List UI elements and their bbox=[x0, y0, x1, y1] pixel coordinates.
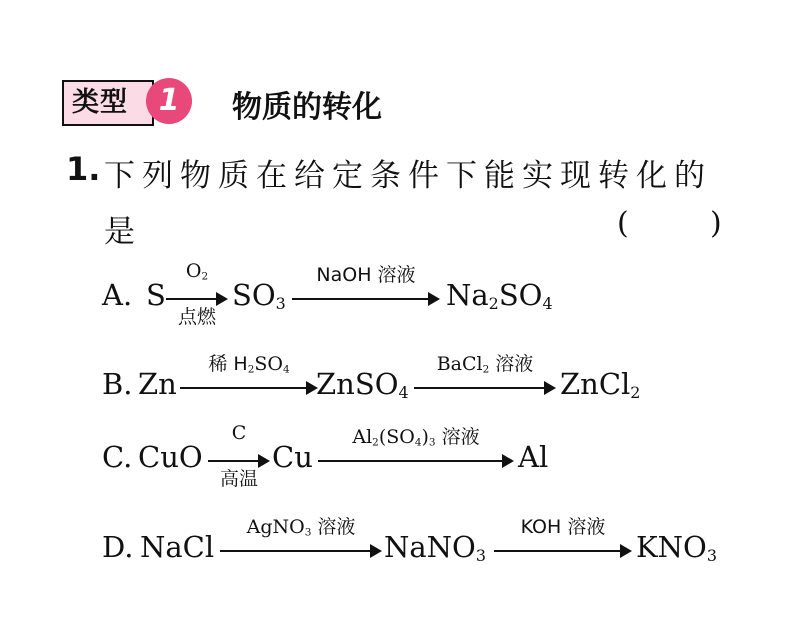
product: $KNO_3$ bbox=[636, 530, 717, 565]
answer-paren-right: ) bbox=[710, 206, 722, 241]
product: ZnCl$_2$ bbox=[560, 367, 641, 402]
arrow-condition-above: KOH 溶液 bbox=[520, 516, 606, 538]
section-title: 物质的转化 bbox=[232, 90, 382, 125]
option-letter: C. bbox=[102, 440, 133, 474]
reactant: Zn bbox=[138, 367, 177, 401]
answer-paren-left: ( bbox=[617, 206, 629, 241]
arrow-condition-above: C bbox=[231, 422, 247, 444]
intermediate: Cu bbox=[272, 440, 313, 474]
badge-number: 1 bbox=[146, 78, 192, 124]
question-text-line2: 是 bbox=[104, 214, 135, 250]
reactant: CuO bbox=[138, 440, 203, 474]
question-text-line1: 下列物质在给定条件下能实现转化的 bbox=[104, 158, 712, 194]
product: $Na_2SO_4$ bbox=[446, 278, 553, 313]
arrow-condition-above: AgNO$_3$ 溶液 bbox=[246, 516, 356, 539]
option-letter: B. bbox=[102, 367, 133, 401]
reactant: NaCl bbox=[140, 530, 215, 564]
option-letter: A. bbox=[102, 278, 133, 312]
arrow-condition-above: 稀 $H_2SO_4$ bbox=[208, 353, 290, 376]
reactant: S bbox=[146, 278, 166, 312]
badge-label: 类型 bbox=[62, 80, 154, 126]
intermediate: $SO_3$ bbox=[232, 278, 286, 313]
product: Al bbox=[518, 440, 549, 474]
arrow-condition-above: BaCl$_2$ 溶液 bbox=[436, 353, 534, 376]
arrow-condition-above: $Al_2(SO_4)_3$ 溶液 bbox=[352, 426, 480, 449]
option-letter: D. bbox=[102, 530, 134, 564]
question-number: 1. bbox=[66, 150, 101, 188]
arrow-condition-below: 高温 bbox=[219, 468, 258, 490]
arrow-condition-above: NaOH 溶液 bbox=[316, 264, 416, 286]
arrow-condition-above: $O_2$ bbox=[185, 260, 209, 283]
intermediate: NaNO$_3$ bbox=[384, 530, 486, 565]
arrow-condition-below: 点燃 bbox=[177, 306, 216, 328]
intermediate: ZnSO$_4$ bbox=[316, 367, 409, 402]
